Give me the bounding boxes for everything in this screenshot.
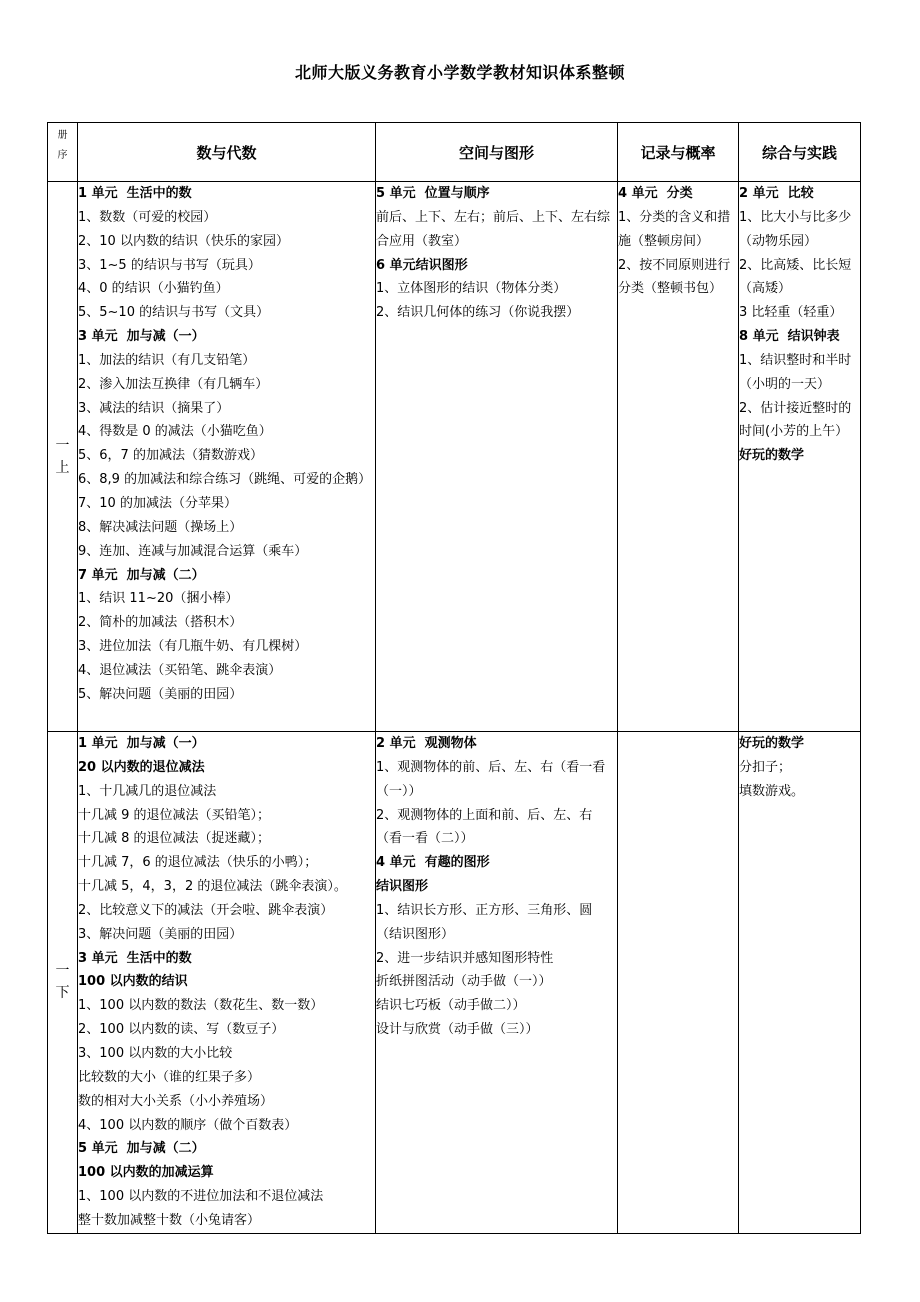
topic-line: 整十数加减整十数（小兔请客） [78, 1212, 261, 1228]
header-volume-char-2: 序 [57, 150, 68, 161]
topic-line: 填数游戏。 [739, 783, 805, 799]
topic-line: 1、观测物体的前、后、左、右（看一看（一）） [376, 759, 606, 799]
topic-line: 2、10 以内数的结识（快乐的家园） [78, 233, 289, 249]
topic-line: 3、1~5 的结识与书写（玩具） [78, 257, 261, 273]
topic-line: 3、进位加法（有几瓶牛奶、有几棵树） [78, 639, 308, 655]
volume-cell [48, 182, 78, 732]
topic-line: 十几减 8 的退位减法（捉迷藏）； [78, 831, 271, 847]
space-cell [376, 182, 618, 732]
unit-heading: 结识图形 [376, 879, 429, 895]
topic-line: 1、结识长方形、正方形、三角形、圆（结识图形） [376, 902, 593, 942]
space-cell [376, 732, 618, 1234]
header-space: 空间与图形 [376, 123, 618, 182]
topic-line: 1、100 以内数的数法（数花生、数一数） [78, 998, 324, 1014]
topic-line: 2、进一步结识并感知图形特性 [376, 950, 554, 966]
unit-heading: 4 单元 分类 [618, 186, 693, 201]
unit-heading: 好玩的数学 [739, 448, 805, 464]
volume-grade: 一 [55, 963, 70, 980]
topic-line: 1、100 以内数的不进位加法和不退位减法 [78, 1189, 324, 1205]
stats-cell [618, 732, 739, 1234]
topic-line: 5、解决问题（美丽的田园） [78, 686, 243, 702]
header-volume-char-1: 册 [57, 130, 68, 141]
algebra-cell [78, 732, 376, 1234]
topic-line: 4、100 以内数的顺序（做个百数表） [78, 1117, 298, 1133]
practice-cell [739, 732, 861, 1234]
unit-heading: 好玩的数学 [739, 736, 805, 751]
table-row [48, 732, 861, 1234]
unit-heading: 100 以内数的加减运算 [78, 1165, 214, 1181]
topic-line: 2、比高矮、比长短（高矮） [739, 257, 852, 297]
topic-line: 1、分类的含义和措施（整顿房间） [618, 209, 731, 249]
unit-heading: 1 单元 生活中的数 [78, 186, 192, 201]
topic-line: 2、比较意义下的减法（开会啦、跳伞表演） [78, 902, 334, 918]
topic-line: 分扣子； [739, 759, 792, 775]
topic-line: 8、解决减法问题（操场上） [78, 519, 243, 535]
stats-cell [618, 182, 739, 732]
header-stats: 记录与概率 [618, 123, 739, 182]
topic-line: 5、5~10 的结识与书写（文具） [78, 305, 270, 321]
topic-line: 比较数的大小（谁的红果子多） [78, 1069, 261, 1085]
unit-heading: 5 单元 加与减（二） [78, 1141, 205, 1157]
header-volume [48, 123, 78, 182]
unit-heading: 3 单元 生活中的数 [78, 950, 192, 966]
volume-grade: 一 [55, 437, 70, 454]
topic-line: 5、6，7 的加减法（猜数游戏） [78, 448, 263, 464]
topic-line: 1、加法的结识（有几支铅笔） [78, 352, 256, 368]
unit-heading: 2 单元 比较 [739, 186, 814, 201]
topic-line: 4、退位减法（买铅笔、跳伞表演） [78, 662, 282, 678]
topic-line: 2、100 以内数的读、写（数豆子） [78, 1022, 285, 1038]
topic-line: 1、结识 11~20（捆小棒） [78, 591, 239, 607]
topic-line: 1、结识整时和半时（小明的一天） [739, 352, 852, 392]
topic-line: 7、10 的加减法（分苹果） [78, 495, 237, 511]
header-practice: 综合与实践 [739, 123, 861, 182]
topic-line: 2、按不同原则进行分类（整顿书包） [618, 257, 731, 297]
header-algebra: 数与代数 [78, 123, 376, 182]
table-row [48, 182, 861, 732]
topic-line: 数的相对大小关系（小小养殖场） [78, 1093, 274, 1109]
topic-line: 4、0 的结识（小猫钓鱼） [78, 281, 229, 297]
unit-heading: 4 单元 有趣的图形 [376, 855, 490, 871]
topic-line: 1、立体图形的结识（物体分类） [376, 281, 567, 297]
topic-line: 3、减法的结识（摘果了） [78, 400, 230, 416]
unit-heading: 100 以内数的结识 [78, 974, 188, 990]
volume-term: 下 [55, 985, 70, 1002]
topic-line: 2、结识几何体的练习（你说我摆） [376, 305, 580, 321]
topic-line: 2、估计接近整时的时间(小芳的上午） [739, 400, 852, 440]
topic-line: 折纸拼图活动（动手做（一）） [376, 974, 552, 990]
unit-heading: 5 单元 位置与顺序 [376, 186, 490, 201]
topic-line: 2、观测物体的上面和前、后、左、右（看一看（二）） [376, 807, 593, 847]
topic-line: 十几减 9 的退位减法（买铅笔）； [78, 807, 271, 823]
topic-line: 1、数数（可爱的校园） [78, 209, 217, 225]
volume-cell [48, 732, 78, 1234]
topic-line: 十几减 7，6 的退位减法（快乐的小鸭）； [78, 855, 318, 871]
algebra-cell [78, 182, 376, 732]
document-title: 北师大版义务教育小学数学教材知识体系整顿 [294, 63, 625, 82]
topic-line: 3 比轻重（轻重） [739, 305, 843, 321]
topic-line: 1、十几减几的退位减法 [78, 783, 217, 799]
practice-cell [739, 182, 861, 732]
topic-line: 2、渗入加法互换律（有几辆车） [78, 376, 269, 392]
topic-line: 4、得数是 0 的减法（小猫吃鱼） [78, 424, 272, 440]
unit-heading: 1 单元 加与减（一） [78, 736, 205, 751]
topic-line: 2、简朴的加减法（搭积木） [78, 615, 243, 631]
topic-line: 1、比大小与比多少（动物乐园） [739, 209, 852, 249]
topic-line: 3、解决问题（美丽的田园） [78, 926, 243, 942]
unit-heading: 6 单元结识图形 [376, 257, 468, 273]
unit-heading: 8 单元 结识钟表 [739, 329, 840, 345]
topic-line: 9、连加、连减与加减混合运算（乘车） [78, 543, 308, 559]
unit-heading: 2 单元 观测物体 [376, 736, 477, 751]
topic-line: 结识七巧板（动手做二）） [376, 998, 526, 1014]
topic-line: 十几减 5，4，3，2 的退位减法（跳伞表演）。 [78, 879, 347, 895]
topic-line: 3、100 以内数的大小比较 [78, 1045, 233, 1061]
unit-heading: 20 以内数的退位减法 [78, 759, 205, 775]
curriculum-table [47, 122, 861, 1234]
unit-heading: 3 单元 加与减（一） [78, 329, 205, 345]
volume-term: 上 [55, 459, 70, 476]
topic-line: 6、8,9 的加减法和综合练习（跳绳、可爱的企鹅） [78, 472, 372, 488]
unit-heading: 7 单元 加与减（二） [78, 567, 205, 583]
table-header-row [48, 123, 861, 182]
topic-line: 设计与欣赏（动手做（三）） [376, 1022, 539, 1038]
topic-line: 前后、上下、左右；前后、上下、左右综合应用（教室） [376, 209, 611, 249]
